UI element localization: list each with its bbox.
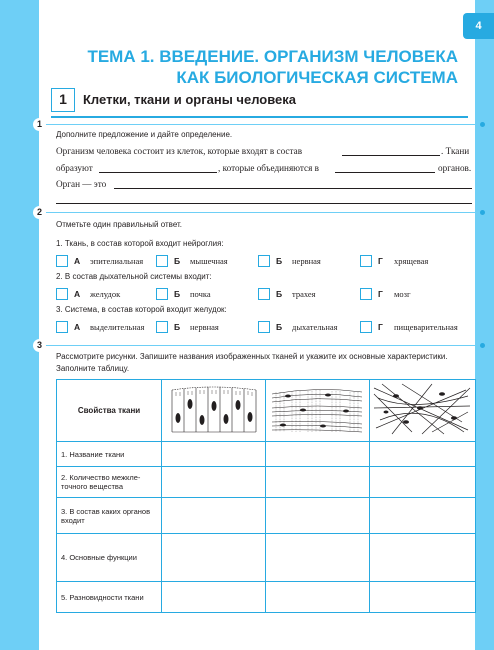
answer-cell[interactable] xyxy=(266,498,370,534)
task1-line3-start: Орган — это xyxy=(56,179,107,189)
right-margin-band xyxy=(475,0,494,650)
option-letter: Б xyxy=(276,256,283,266)
option-text: эпителиальная xyxy=(90,256,144,266)
epithelial-tissue-image xyxy=(162,380,266,442)
answer-cell[interactable] xyxy=(162,498,266,534)
topic-heading xyxy=(87,46,458,88)
row-label-text: 4. Основные функции xyxy=(61,553,137,562)
answer-blank[interactable] xyxy=(335,172,435,173)
option-text: нервная xyxy=(292,256,321,266)
task1-instruction: Дополните предложение и дайте определение. xyxy=(56,130,233,139)
checkbox[interactable] xyxy=(258,255,270,267)
checkbox[interactable] xyxy=(156,288,168,300)
task-divider xyxy=(39,212,475,213)
option-text: нервная xyxy=(190,322,219,332)
task1-line1-end: . Ткани xyxy=(441,146,470,156)
muscle-tissue-image xyxy=(266,380,370,442)
divider-dot xyxy=(480,343,485,348)
connective-tissue-drawing xyxy=(372,382,472,437)
checkbox[interactable] xyxy=(258,321,270,333)
row-label-text: 5. Разновидности ткани xyxy=(61,592,144,602)
left-margin-band xyxy=(0,0,39,650)
table-header: Свойства ткани xyxy=(57,380,162,442)
option-text: трахея xyxy=(292,289,316,299)
table-row xyxy=(57,467,476,498)
divider-dot xyxy=(480,210,485,215)
option-letter: Б xyxy=(276,289,283,299)
question-text: 2. В состав дыхательной системы входит: xyxy=(56,272,212,281)
answer-cell[interactable] xyxy=(266,582,370,613)
epithelium-drawing xyxy=(164,382,262,437)
option-letter: Г xyxy=(378,289,383,299)
topic-line-1: ТЕМА 1. ВВЕДЕНИЕ. ОРГАНИЗМ ЧЕЛОВЕКА xyxy=(87,47,458,66)
row-label xyxy=(57,498,162,534)
row-label-text: 1. Название ткани xyxy=(61,449,125,459)
option-text: мышечная xyxy=(190,256,228,266)
task-divider xyxy=(39,124,475,125)
option-letter: Б xyxy=(174,289,181,299)
row-label-text: точного вещества xyxy=(61,482,123,491)
option-text: мозг xyxy=(394,289,411,299)
checkbox[interactable] xyxy=(360,255,372,267)
table-row xyxy=(57,442,476,467)
checkbox[interactable] xyxy=(56,321,68,333)
task-divider xyxy=(39,345,475,346)
task3-instruction-2: Заполните таблицу. xyxy=(56,364,130,373)
answer-blank[interactable] xyxy=(114,188,472,189)
answer-cell[interactable] xyxy=(162,442,266,467)
task-number: 2 xyxy=(33,206,46,219)
task3-instruction: Рассмотрите рисунки. Запишите названия изображенных тканей и укажите их основные характеристики. xyxy=(56,352,448,361)
answer-blank[interactable] xyxy=(342,155,440,156)
tissue-table xyxy=(56,379,476,613)
checkbox[interactable] xyxy=(360,288,372,300)
page-number: 4 xyxy=(463,13,494,39)
section-title: Клетки, ткани и органы человека xyxy=(83,92,297,107)
option-letter: Г xyxy=(378,256,383,266)
row-label xyxy=(57,467,162,498)
task1-line1-start: Организм человека состоит из клеток, которые входят в состав xyxy=(56,146,303,156)
answer-cell[interactable] xyxy=(266,467,370,498)
option-letter: Г xyxy=(378,322,383,332)
task1-line2-mid: , которые объединяются в xyxy=(218,163,319,173)
question-text: 3. Система, в состав которой входит желудок: xyxy=(56,305,227,314)
answer-cell[interactable] xyxy=(370,498,476,534)
answer-blank[interactable] xyxy=(56,203,472,204)
answer-cell[interactable] xyxy=(162,467,266,498)
task-number: 1 xyxy=(33,118,46,131)
section-number: 1 xyxy=(51,88,75,112)
table-row xyxy=(57,582,476,613)
answer-cell[interactable] xyxy=(370,442,476,467)
answer-cell[interactable] xyxy=(370,582,476,613)
task2-instruction: Отметьте один правильный ответ. xyxy=(56,220,182,229)
task1-line2-end: органов. xyxy=(438,163,472,173)
topic-line-2: КАК БИОЛОГИЧЕСКАЯ СИСТЕМА xyxy=(176,68,458,87)
answer-cell[interactable] xyxy=(162,534,266,582)
checkbox[interactable] xyxy=(156,255,168,267)
row-label xyxy=(57,582,162,613)
option-text: почка xyxy=(190,289,211,299)
option-letter: Б xyxy=(276,322,283,332)
row-label-text: 3. В состав каких органов xyxy=(61,506,151,516)
row-label-text: входит xyxy=(61,515,85,525)
answer-cell[interactable] xyxy=(266,442,370,467)
option-letter: А xyxy=(74,289,81,299)
checkbox[interactable] xyxy=(258,288,270,300)
row-label xyxy=(57,534,162,582)
checkbox[interactable] xyxy=(156,321,168,333)
row-label xyxy=(57,442,162,467)
table-row xyxy=(57,498,476,534)
checkbox[interactable] xyxy=(56,255,68,267)
answer-cell[interactable] xyxy=(162,582,266,613)
divider-dot xyxy=(480,122,485,127)
option-text: выделительная xyxy=(90,322,145,332)
table-header-row xyxy=(57,380,476,442)
checkbox[interactable] xyxy=(56,288,68,300)
checkbox[interactable] xyxy=(360,321,372,333)
option-letter: А xyxy=(74,256,81,266)
option-letter: Б xyxy=(174,322,181,332)
answer-cell[interactable] xyxy=(370,534,476,582)
answer-cell[interactable] xyxy=(370,467,476,498)
muscle-drawing xyxy=(268,382,366,437)
section-underline xyxy=(51,116,468,118)
option-text: хрящевая xyxy=(394,256,429,266)
connective-tissue-image xyxy=(370,380,476,442)
question-text: 1. Ткань, в состав которой входит нейроглия: xyxy=(56,239,224,248)
answer-blank[interactable] xyxy=(99,172,217,173)
option-letter: Б xyxy=(174,256,181,266)
option-text: желудок xyxy=(90,289,121,299)
option-text: дыхательная xyxy=(292,322,338,332)
table-row xyxy=(57,534,476,582)
option-letter: А xyxy=(74,322,81,332)
row-label-text: 2. Количество межкле- xyxy=(61,473,141,482)
task1-line2-start: образуют xyxy=(56,163,93,173)
answer-cell[interactable] xyxy=(266,534,370,582)
option-text: пищеварительная xyxy=(394,322,458,332)
task-number: 3 xyxy=(33,339,46,352)
